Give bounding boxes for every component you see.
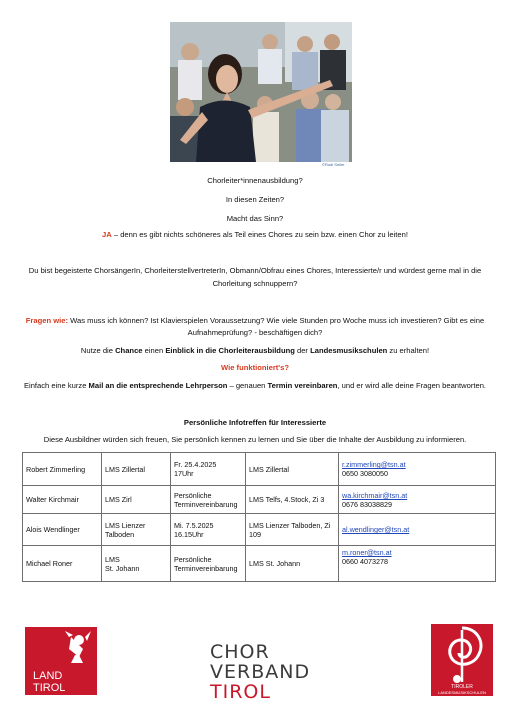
ja-word: JA — [102, 230, 112, 239]
info-heading: Persönliche Infotreffen für Interessierte — [183, 418, 327, 427]
contact-details — [339, 453, 496, 486]
svg-text:TIROLER: TIROLER — [451, 684, 473, 690]
contact-school: LMS Lienzer Talboden — [102, 514, 171, 546]
contact-name: Robert Zimmerling — [23, 453, 102, 486]
questions-line-1 — [0, 315, 510, 327]
contact-place: LMS Zillertal — [246, 453, 339, 486]
table-row — [23, 514, 496, 546]
svg-text:TIROL: TIROL — [210, 681, 271, 700]
email-link[interactable]: r.zimmerling@tsn.at — [342, 460, 406, 469]
treble-clef-icon — [431, 624, 493, 696]
chorverband-wordmark — [208, 638, 328, 700]
svg-text:LAND: LAND — [33, 670, 63, 682]
table-row — [23, 546, 496, 582]
intro-line-1: Chorleiter*innenausbildung? — [207, 176, 303, 185]
simple-mid: – genauen — [227, 381, 268, 390]
simple-post: , und er wird alle deine Fragen beantworten. — [337, 381, 487, 390]
chance-mid-2: der — [294, 346, 311, 355]
contact-details — [339, 546, 496, 582]
contact-place: LMS Telfs, 4.Stock, Zi 3 — [246, 486, 339, 514]
landesmusikschulen-logo — [431, 624, 493, 696]
contact-name: Walter Kirchmair — [23, 486, 102, 514]
eagle-icon — [25, 627, 97, 695]
chance-mid-1: einen — [142, 346, 166, 355]
contact-school: LMS Zirl — [102, 486, 171, 514]
choir-conductor-image — [170, 22, 352, 162]
contact-details — [339, 514, 496, 546]
email-link[interactable]: al.wendlinger@tsn.at — [342, 525, 410, 534]
contact-date: Persönliche Terminvereinbarung — [171, 486, 246, 514]
svg-text:TIROL: TIROL — [33, 682, 66, 694]
contact-date: Persönliche Terminvereinbarung — [171, 546, 246, 582]
questions-line-2: Aufnahmeprüfung? - beschäftigen dich? — [187, 328, 323, 337]
contact-date: Fr. 25.4.2025 17Uhr — [171, 453, 246, 486]
svg-text:CHOR: CHOR — [210, 641, 270, 663]
contact-phone: 0676 83038829 — [342, 499, 392, 509]
contact-phone: 0650 3080050 — [342, 469, 388, 478]
chance-bold-1: Chance — [115, 346, 143, 355]
ja-line — [0, 229, 510, 241]
simple-bold-2: Termin vereinbaren — [267, 381, 338, 390]
svg-text:VERBAND: VERBAND — [210, 661, 311, 683]
intro-line-2: In diesen Zeiten? — [225, 195, 285, 204]
simple-line — [0, 380, 510, 392]
email-link[interactable]: wa.kirchmair@tsn.at — [342, 490, 408, 500]
ja-text: – denn es gibt nichts schöneres als Teil eines Chores zu sein bzw. einen Chor zu leiten! — [111, 230, 408, 239]
how-heading: Wie funktioniert's? — [221, 363, 289, 372]
questions-label: Fragen wie: — [25, 316, 68, 325]
table-row — [23, 486, 496, 514]
photo-credit: ©Rudi Seiler — [322, 162, 345, 167]
email-link[interactable]: m.roner@tsn.at — [342, 548, 392, 557]
audience-line-2: Chorleitung schnuppern? — [212, 279, 298, 288]
chance-bold-3: Landesmusikschulen — [310, 346, 388, 355]
chance-bold-2: Einblick in die Chorleiterausbildung — [165, 346, 295, 355]
contact-school: LMS St. Johann — [102, 546, 171, 582]
svg-text:LANDESMUSIKSCHULEN: LANDESMUSIKSCHULEN — [438, 690, 486, 695]
info-subtext: Diese Ausbildner würden sich freuen, Sie persönlich kennen zu lernen und Sie über die Inhalte der Ausbildung zu informieren. — [43, 435, 467, 444]
contact-name: Alois Wendlinger — [23, 514, 102, 546]
simple-bold-1: Mail an die entsprechende Lehrperson — [88, 381, 228, 390]
intro-line-3: Macht das Sinn? — [226, 214, 284, 223]
contact-phone: 0660 4073278 — [342, 557, 388, 566]
chorverband-tirol-logo — [208, 638, 328, 700]
contact-date: Mi. 7.5.2025 16.15Uhr — [171, 514, 246, 546]
contacts-table — [22, 452, 496, 582]
contact-name: Michael Roner — [23, 546, 102, 582]
land-tirol-logo — [25, 627, 97, 695]
contact-school: LMS Zillertal — [102, 453, 171, 486]
table-row — [23, 453, 496, 486]
chance-line — [0, 345, 510, 357]
questions-text: Was muss ich können? Ist Klavierspielen Voraussetzung? Wie viele Stunden pro Woche muss ich investieren? Gibt es eine — [68, 316, 485, 325]
chance-post: zu erhalten! — [387, 346, 430, 355]
conductor-photo — [170, 22, 352, 162]
contact-place: LMS Lienzer Talboden, Zi 109 — [246, 514, 339, 546]
chance-pre: Nutze die — [80, 346, 116, 355]
contact-place: LMS St. Johann — [246, 546, 339, 582]
audience-line-1: Du bist begeisterte ChorsängerIn, ChorleiterstellvertreterIn, Obmann/Obfrau eines Chores, Interessierte/r und würdest gerne mal in die — [28, 266, 482, 275]
simple-pre: Einfach eine kurze — [23, 381, 89, 390]
contact-details — [339, 486, 496, 514]
